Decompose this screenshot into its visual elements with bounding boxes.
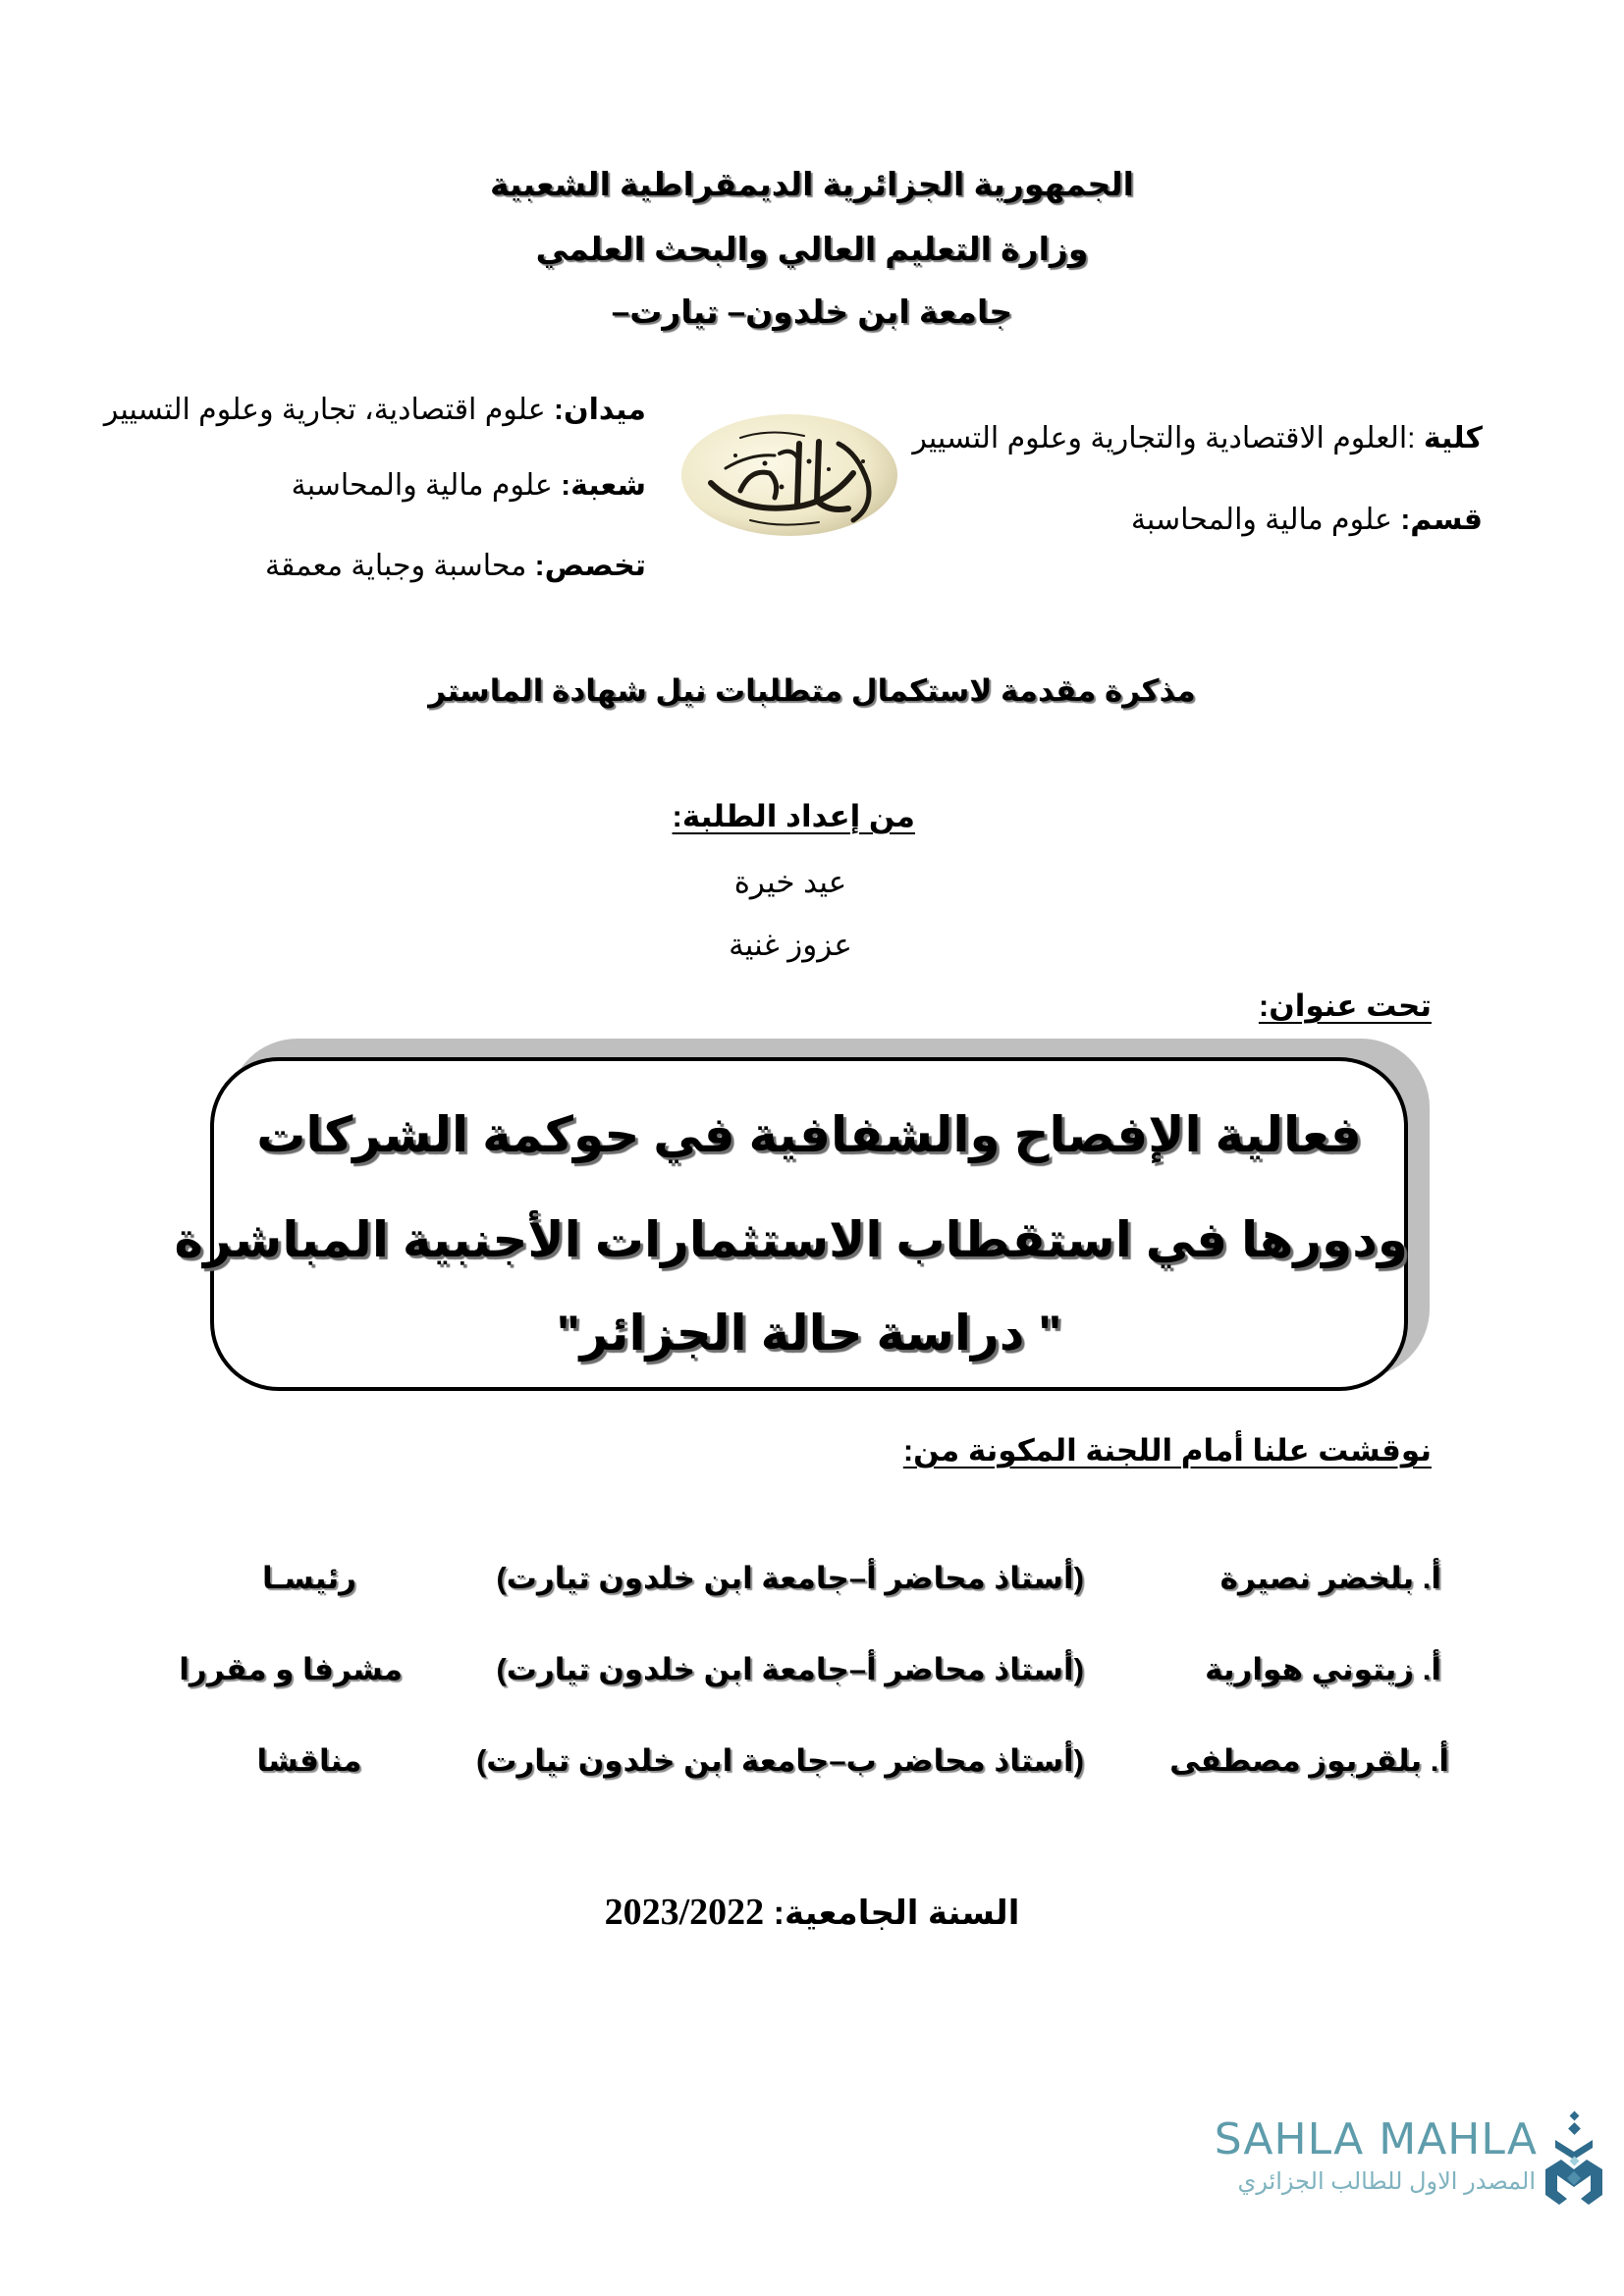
committee-member-name: أ. بلخضر نصيرة xyxy=(1219,1561,1441,1595)
committee-heading: نوقشت علنا أمام اللجنة المكونة من: xyxy=(902,1433,1432,1468)
department-line xyxy=(1131,501,1483,540)
committee-member-affiliation: (أستاذ محاضر ب–جامعة ابن خلدون تيارت) xyxy=(475,1743,1084,1778)
department-label: قسم: xyxy=(1400,504,1483,536)
field-label: ميدان: xyxy=(553,394,646,426)
academic-year-value: 2023/2022 xyxy=(604,1892,765,1933)
title-heading: تحت عنوان: xyxy=(1258,988,1432,1023)
university-title: جامعة ابن خلدون– تيارت– xyxy=(611,294,1013,330)
student-name: عزوز غنية xyxy=(729,928,852,962)
academic-year xyxy=(0,1891,1624,1935)
field-line xyxy=(104,391,646,430)
students-heading: من إعداد الطلبة: xyxy=(672,799,915,833)
sahla-mahla-logo-icon xyxy=(1542,2110,1606,2209)
thesis-title-line-2: ودورها في استقطاب الاستثمارات الأجنبية المباشرة xyxy=(174,1212,1408,1267)
branch-line xyxy=(292,466,646,506)
field-value: علوم اقتصادية، تجارية وعلوم التسيير xyxy=(103,394,546,426)
committee-member-role: رئيسـا xyxy=(262,1561,356,1595)
committee-member-affiliation: (أستاذ محاضر أ–جامعة ابن خلدون تيارت) xyxy=(496,1561,1084,1595)
specialty-value: محاسبة وجباية معمقة xyxy=(264,550,527,582)
ministry-title: وزارة التعليم العالي والبحث العلمي xyxy=(535,231,1089,267)
specialty-line xyxy=(265,547,646,586)
committee-member-role: مشرفا و مقررا xyxy=(179,1652,403,1686)
thesis-title-line-1: فعالية الإفصاح والشفافية في حوكمة الشركات xyxy=(256,1107,1362,1162)
watermark-title: SAHLA MAHLA xyxy=(1214,2114,1538,2164)
committee-member-affiliation: (أستاذ محاضر أ–جامعة ابن خلدون تيارت) xyxy=(496,1652,1084,1686)
committee-member-name: أ. بلقربوز مصطفى xyxy=(1169,1743,1449,1778)
committee-member-role: مناقشا xyxy=(256,1743,362,1778)
branch-label: شعبة: xyxy=(561,469,646,502)
sahla-mahla-watermark xyxy=(1174,2110,1606,2209)
faculty-value: :العلوم الاقتصادية والتجارية وعلوم التسيير xyxy=(912,422,1416,454)
thesis-title-line-3: " دراسة حالة الجزائر" xyxy=(556,1306,1062,1361)
university-seal-icon xyxy=(681,414,897,536)
faculty-label: كلية xyxy=(1423,422,1483,454)
watermark-subtitle: المصدر الاول للطالب الجزائري xyxy=(1237,2168,1536,2195)
republic-title: الجمهورية الجزائرية الديمقراطية الشعبية xyxy=(490,166,1134,202)
student-name: عيد خيرة xyxy=(733,865,847,899)
academic-year-label: السنة الجامعية: xyxy=(773,1895,1020,1932)
specialty-label: تخصص: xyxy=(534,550,646,582)
memo-statement: مذكرة مقدمة لاستكمال متطلبات نيل شهادة الماستر xyxy=(428,673,1196,708)
branch-value: علوم مالية والمحاسبة xyxy=(291,469,553,502)
committee-member-name: أ. زيتوني هوارية xyxy=(1205,1652,1441,1686)
department-value: علوم مالية والمحاسبة xyxy=(1130,504,1392,536)
faculty-line xyxy=(912,419,1483,458)
